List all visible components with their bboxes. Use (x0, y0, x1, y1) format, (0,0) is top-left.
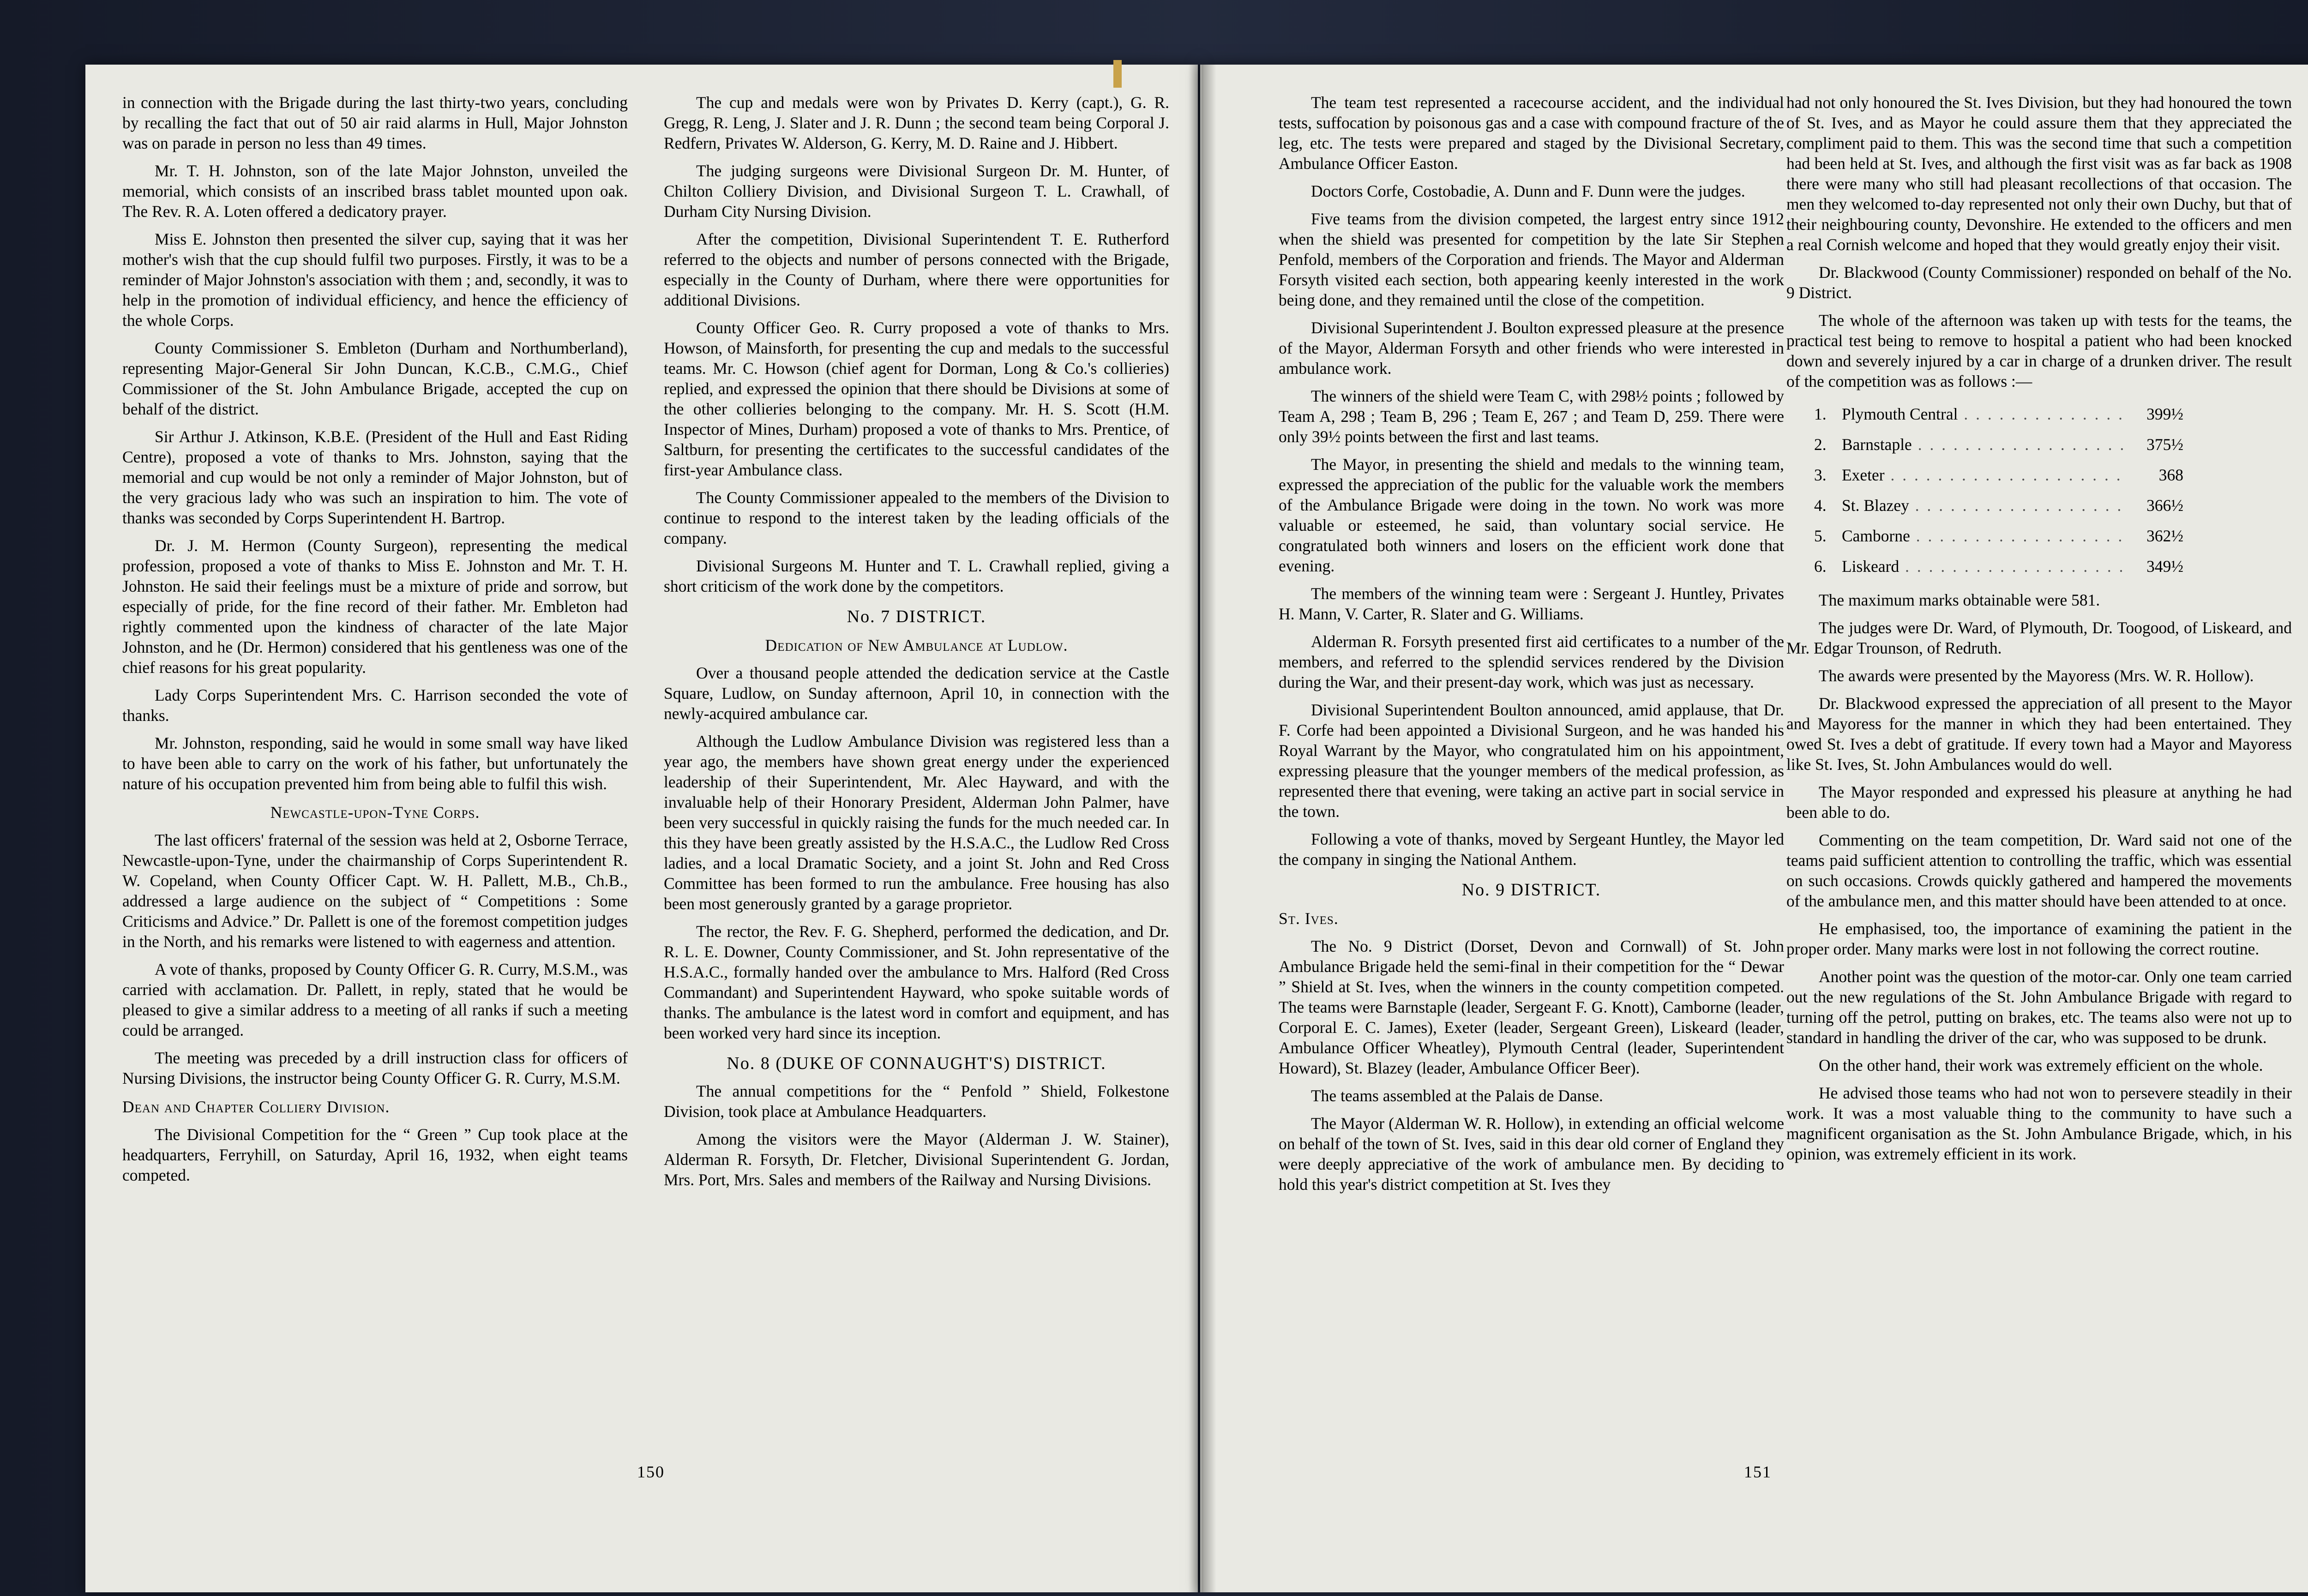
result-team: Plymouth Central . . . (1842, 404, 2128, 424)
paragraph: After the competition, Divisional Superintendent T. E. Rutherford referred to the objects and number of persons connected with the Brigade, especially in the County of Durham, where there were opportunities for additional Divisions. (664, 230, 1169, 309)
paragraph: Mr. T. H. Johnston, son of the late Major Johnston, unveiled the memorial, which consists of an inscribed brass tablet mounted upon oak. The Rev. R. A. Loten offered a dedicatory prayer. (122, 162, 628, 221)
binding-mark (1113, 60, 1122, 88)
result-rank: 2. (1814, 435, 1827, 454)
left-page-column-2 (664, 92, 1169, 1454)
paragraph: The Mayor responded and expressed his pleasure at anything he had been able to do. (1786, 783, 2292, 822)
paragraph: The maximum marks obtainable were 581. (1819, 591, 2100, 609)
paragraph: Commenting on the team competition, Dr. Ward said not one of the teams paid sufficient attention to controlling the traffic, which was essential on such occasions. Crowds quickly gathered and hampered the movements of the ambulance men, and this matter should have been attended to at once. (1786, 831, 2292, 910)
district-heading: No. 9 DISTRICT. (1461, 880, 1601, 900)
paragraph: County Officer Geo. R. Curry proposed a vote of thanks to Mrs. Howson, of Mainsforth, for presenting the cup and medals to the successful teams. Mr. C. Howson (chief agent for Dorman, Long & Co.'s collieries) replied, and expressed the opinion that there should be Divisions at some of the other collieries belonging to the company. Mr. H. S. Scott (H.M. Inspector of Mines, Durham) proposed a vote of thanks to Mrs. Prentice, of Saltburn, for presenting the certificates to the successful candidates of the first-year Ambulance class. (664, 318, 1169, 479)
results-row (1814, 460, 2292, 490)
paragraph: Another point was the question of the motor-car. Only one team carried out the new regulations of the St. John Ambulance Brigade with regard to turning off the petrol, putting on brakes, etc. The teams also were not up to standard in handling the driver of the car, who was supposed to be drunk. (1786, 967, 2292, 1047)
section-heading: Dean and Chapter Colliery Division. (122, 1098, 390, 1116)
result-team: Camborne . . . (1842, 526, 2128, 546)
section-heading: St. Ives. (1279, 909, 1339, 928)
paragraph: Lady Corps Superintendent Mrs. C. Harrison seconded the vote of thanks. (122, 686, 628, 725)
paragraph: The judging surgeons were Divisional Surgeon Dr. M. Hunter, of Chilton Colliery Division, and Divisional Surgeon T. L. Crawhall, of Durham City Nursing Division. (664, 162, 1169, 221)
result-score: 366½ (2146, 496, 2183, 515)
paragraph: The members of the winning team were : Sergeant J. Huntley, Privates H. Mann, V. Carter, R. Slater and G. Williams. (1279, 584, 1784, 623)
paragraph: The rector, the Rev. F. G. Shepherd, performed the dedication, and Dr. R. L. E. Downer, County Commissioner, and St. John representative of the H.S.A.C., formally handed over the ambulance to Mrs. Halford (Red Cross Commandant) and Superintendent Hayward, who spoke suitable words of thanks. The ambulance is the latest word in comfort and equipment, and has been worked very hard since its inception. (664, 922, 1169, 1042)
result-score: 362½ (2146, 527, 2183, 545)
result-score: 375½ (2146, 435, 2183, 454)
result-rank: 3. (1814, 466, 1827, 484)
paragraph: The winners of the shield were Team C, with 298½ points ; followed by Team A, 298 ; Team B, 296 ; Team E, 267 ; and Team D, 259. There were only 39½ points between the first and last teams. (1279, 387, 1784, 446)
paragraph: Following a vote of thanks, moved by Sergeant Huntley, the Mayor led the company in singing the National Anthem. (1279, 830, 1784, 869)
result-team: St. Blazey . . . (1842, 495, 2128, 516)
paragraph: Divisional Superintendent Boulton announced, amid applause, that Dr. F. Corfe had been appointed a Divisional Surgeon, and he was handed his Royal Warrant by the Mayor, who congratulated him on his appointment, expressing pleasure that the younger members of the medical profession, as represented there that evening, were taking an active part in social service in the town. (1279, 701, 1784, 821)
result-rank: 4. (1814, 496, 1827, 515)
paragraph: Mr. Johnston, responding, said he would in some small way have liked to have been able to carry on the work of his father, but unfortunately the nature of his occupation prevented him from being able to fulfil this wish. (122, 734, 628, 793)
paragraph: Sir Arthur J. Atkinson, K.B.E. (President of the Hull and East Riding Centre), proposed a vote of thanks to Mrs. Johnston, saying that the memorial and cup would be not only a reminder of Major Johnston, but of the very gracious lady who was such an inspiration to him. The vote of thanks was seconded by Corps Superintendent H. Bartrop. (122, 427, 628, 527)
results-row (1814, 399, 2292, 429)
paragraph: Dr. J. M. Hermon (County Surgeon), representing the medical profession, proposed a vote of thanks to Miss E. Johnston and Mr. T. H. Johnston. He said their feelings must be a mixture of pride and sorrow, but especially of pride, for the fine record of their father. Mr. Embleton had rightly commented upon the kindness of character of the late Major Johnston, and he (Dr. Hermon) considered that his gentleness was one of the chief reasons for his great popularity. (122, 536, 628, 677)
paragraph: The meeting was preceded by a drill instruction class for officers of Nursing Divisions, the instructor being County Officer G. R. Curry, M.S.M. (122, 1049, 628, 1087)
result-score: 368 (2158, 466, 2183, 484)
paragraph: The Divisional Competition for the “ Green ” Cup took place at the headquarters, Ferryhill, on Saturday, April 16, 1932, when eight teams competed. (122, 1125, 628, 1184)
right-page-column-1 (1279, 92, 1784, 1454)
paragraph: Among the visitors were the Mayor (Alderman J. W. Stainer), Alderman R. Forsyth, Dr. Fletcher, Divisional Superintendent G. Jordan, Mrs. Port, Mrs. Sales and members of the Railway and Nursing Divisions. (664, 1130, 1169, 1189)
paragraph: The Mayor, in presenting the shield and medals to the winning team, expressed the appreciation of the public for the valuable work the members of the Ambulance Brigade were doing in the town. No work was more valuable or esteemed, he said, than voluntary social service. He congratulated both winners and losers on the efficient work done that evening. (1279, 455, 1784, 575)
results-row (1814, 490, 2292, 521)
paragraph: Miss E. Johnston then presented the silver cup, saying that it was her mother's wish that the cup should fulfil two purposes. Firstly, it was to be a reminder of Major Johnston's association with them ; and, secondly, it was to help in the promotion of individual efficiency, and hence the efficiency of the whole Corps. (122, 230, 628, 330)
result-team: Liskeard . . . (1842, 556, 2128, 576)
results-row (1814, 521, 2292, 551)
page-number: 150 (637, 1463, 665, 1481)
section-heading: Dedication of New Ambulance at Ludlow. (765, 636, 1068, 654)
right-page-column-2 (1786, 92, 2292, 1454)
paragraph: Dr. Blackwood expressed the appreciation of all present to the Mayor and Mayoress for the manner in which they had been entertained. They owed St. Ives a debt of gratitude. If every town had a Mayor and Mayoress like St. Ives, St. John Ambulances would do well. (1786, 694, 2292, 774)
paragraph: Dr. Blackwood (County Commissioner) responded on behalf of the No. 9 District. (1786, 263, 2292, 302)
paragraph: Five teams from the division competed, the largest entry since 1912 when the shield was presented for competition by the late Sir Stephen Penfold, members of the Corporation and friends. The Mayor and Alderman Forsyth visited each section, both appearing keenly interested in the work being done, and they remained until the close of the competition. (1279, 210, 1784, 309)
paragraph: Alderman R. Forsyth presented first aid certificates to a number of the members, and referred to the splendid services rendered by the Division during the War, and their present-day work, which was just as necessary. (1279, 632, 1784, 691)
results-table (1814, 399, 2292, 582)
result-score: 349½ (2146, 557, 2183, 576)
paragraph: He emphasised, too, the importance of examining the patient in the proper order. Many marks were lost in not following the correct routine. (1786, 919, 2292, 958)
section-heading: Newcastle-upon-Tyne Corps. (270, 803, 480, 822)
result-rank: 6. (1814, 557, 1827, 576)
result-team: Barnstaple . . . (1842, 434, 2128, 455)
paragraph: The Mayor (Alderman W. R. Hollow), in extending an official welcome on behalf of the town of St. Ives, said in this dear old corner of England they were deeply appreciative of the work of ambulance men. By deciding to hold this year's district competition at St. Ives they (1279, 1114, 1784, 1194)
paragraph: The cup and medals were won by Privates D. Kerry (capt.), G. R. Gregg, R. Leng, J. Slater and J. R. Dunn ; the second team being Corporal J. Redfern, Privates W. Alderson, G. Kerry, M. D. Raine and J. Hibbert. (664, 93, 1169, 152)
result-rank: 1. (1814, 405, 1827, 423)
paragraph: had not only honoured the St. Ives Division, but they had honoured the town of St. Ives, and as Mayor he could assure them that they appreciated the compliment paid to them. This was the second time that such a competition had been held at St. Ives, and although the first visit was as far back as 1908 there were many who still had pleasant recollections of that occasion. The men they welcomed to-day represented not only their own Duchy, but that of their neighbouring county, Devonshire. He extended to the officers and men a real Cornish welcome and hoped that they would greatly enjoy their visit. (1786, 93, 2292, 254)
paragraph: The County Commissioner appealed to the members of the Division to continue to respond to the interest taken by the leading officials of the company. (664, 488, 1169, 547)
paragraph: The last officers' fraternal of the session was held at 2, Osborne Terrace, Newcastle-upon-Tyne, under the chairmanship of Corps Superintendent R. W. Copeland, when County Officer Capt. W. H. Pallett, M.B., Ch.B., addressed a large audience on the subject of “ Competitions : Some Criticisms and Advice.” Dr. Pallett is one of the foremost competition judges in the North, and his remarks were listened to with eagerness and attention. (122, 831, 628, 951)
paragraph: The whole of the afternoon was taken up with tests for the teams, the practical test being to remove to hospital a patient who had been knocked down and severely injured by a car in charge of a drunken driver. The result of the competition was as follows :— (1786, 311, 2292, 390)
paragraph: The judges were Dr. Ward, of Plymouth, Dr. Toogood, of Liskeard, and Mr. Edgar Trounson, of Redruth. (1786, 618, 2292, 657)
book-gutter (1189, 65, 1216, 1592)
paragraph: The teams assembled at the Palais de Danse. (1311, 1086, 1603, 1105)
page-number: 151 (1744, 1463, 1772, 1481)
paragraph: The team test represented a racecourse accident, and the individual tests, suffocation by poisonous gas and a case with compound fracture of the leg, etc. The tests were prepared and staged by the Divisional Secretary, Ambulance Officer Easton. (1279, 93, 1784, 173)
paragraph: Although the Ludlow Ambulance Division was registered less than a year ago, the members have shown great energy under the experienced leadership of their Superintendent, Mr. Alec Hayward, and with the invaluable help of their Honorary President, Alderman John Palmer, have been very successful in quickly raising the funds for the much needed car. In this they have been greatly assisted by the H.S.A.C., the Ludlow Red Cross ladies, and a local Dramatic Society, and a joint St. John and Red Cross Committee has been formed to run the ambulance. Free housing has also been most generously granted by a garage proprietor. (664, 732, 1169, 913)
district-heading: No. 8 (DUKE OF CONNAUGHT'S) DISTRICT. (727, 1054, 1106, 1073)
results-row (1814, 551, 2292, 582)
left-page-column-1 (122, 92, 628, 1454)
paragraph: He advised those teams who had not won to persevere steadily in their work. It was a most valuable thing to the community to have such a magnificent organisation as the St. John Ambulance Brigade, which, in his opinion, was extremely efficient in its work. (1786, 1084, 2292, 1163)
paragraph: Divisional Surgeons M. Hunter and T. L. Crawhall replied, giving a short criticism of the work done by the competitors. (664, 557, 1169, 595)
paragraph: On the other hand, their work was extremely efficient on the whole. (1819, 1056, 2263, 1074)
paragraph: The annual competitions for the “ Penfold ” Shield, Folkestone Division, took place at Ambulance Headquarters. (664, 1082, 1169, 1121)
district-heading: No. 7 DISTRICT. (847, 607, 986, 626)
paragraph: in connection with the Brigade during the last thirty-two years, concluding by recalling the fact that out of 50 air raid alarms in Hull, Major Johnston was on parade in person no less than 49 times. (122, 93, 628, 152)
paragraph: The No. 9 District (Dorset, Devon and Cornwall) of St. John Ambulance Brigade held the semi-final in their competition for the “ Dewar ” Shield at St. Ives, when the winners in the county competition competed. The teams were Barnstaple (leader, Sergeant F. G. Knott), Camborne (leader, Corporal E. C. James), Exeter (leader, Sergeant Green), Liskeard (leader, Ambulance Officer Wheatley), Plymouth Central (leader, Superintendent Howard), St. Blazey (leader, Ambulance Officer Beer). (1279, 937, 1784, 1077)
result-team: Exeter . . . (1842, 465, 2128, 485)
result-score: 399½ (2146, 405, 2183, 423)
paragraph: The awards were presented by the Mayoress (Mrs. W. R. Hollow). (1819, 666, 2254, 685)
paragraph: A vote of thanks, proposed by County Officer G. R. Curry, M.S.M., was carried with acclamation. Dr. Pallett, in reply, stated that he would be pleased to give a similar address to a meeting of all ranks if such a meeting could be arranged. (122, 960, 628, 1039)
paragraph: Doctors Corfe, Costobadie, A. Dunn and F. Dunn were the judges. (1311, 182, 1745, 200)
paragraph: Over a thousand people attended the dedication service at the Castle Square, Ludlow, on Sunday afternoon, April 10, in connection with the newly-acquired ambulance car. (664, 664, 1169, 723)
paragraph: Divisional Superintendent J. Boulton expressed pleasure at the presence of the Mayor, Alderman Forsyth and other friends who were interested in ambulance work. (1279, 318, 1784, 378)
results-row (1814, 429, 2292, 460)
result-rank: 5. (1814, 527, 1827, 545)
paragraph: County Commissioner S. Embleton (Durham and Northumberland), representing Major-General Sir John Duncan, K.C.B., C.M.G., Chief Commissioner of the St. John Ambulance Brigade, accepted the cup on behalf of the district. (122, 339, 628, 418)
